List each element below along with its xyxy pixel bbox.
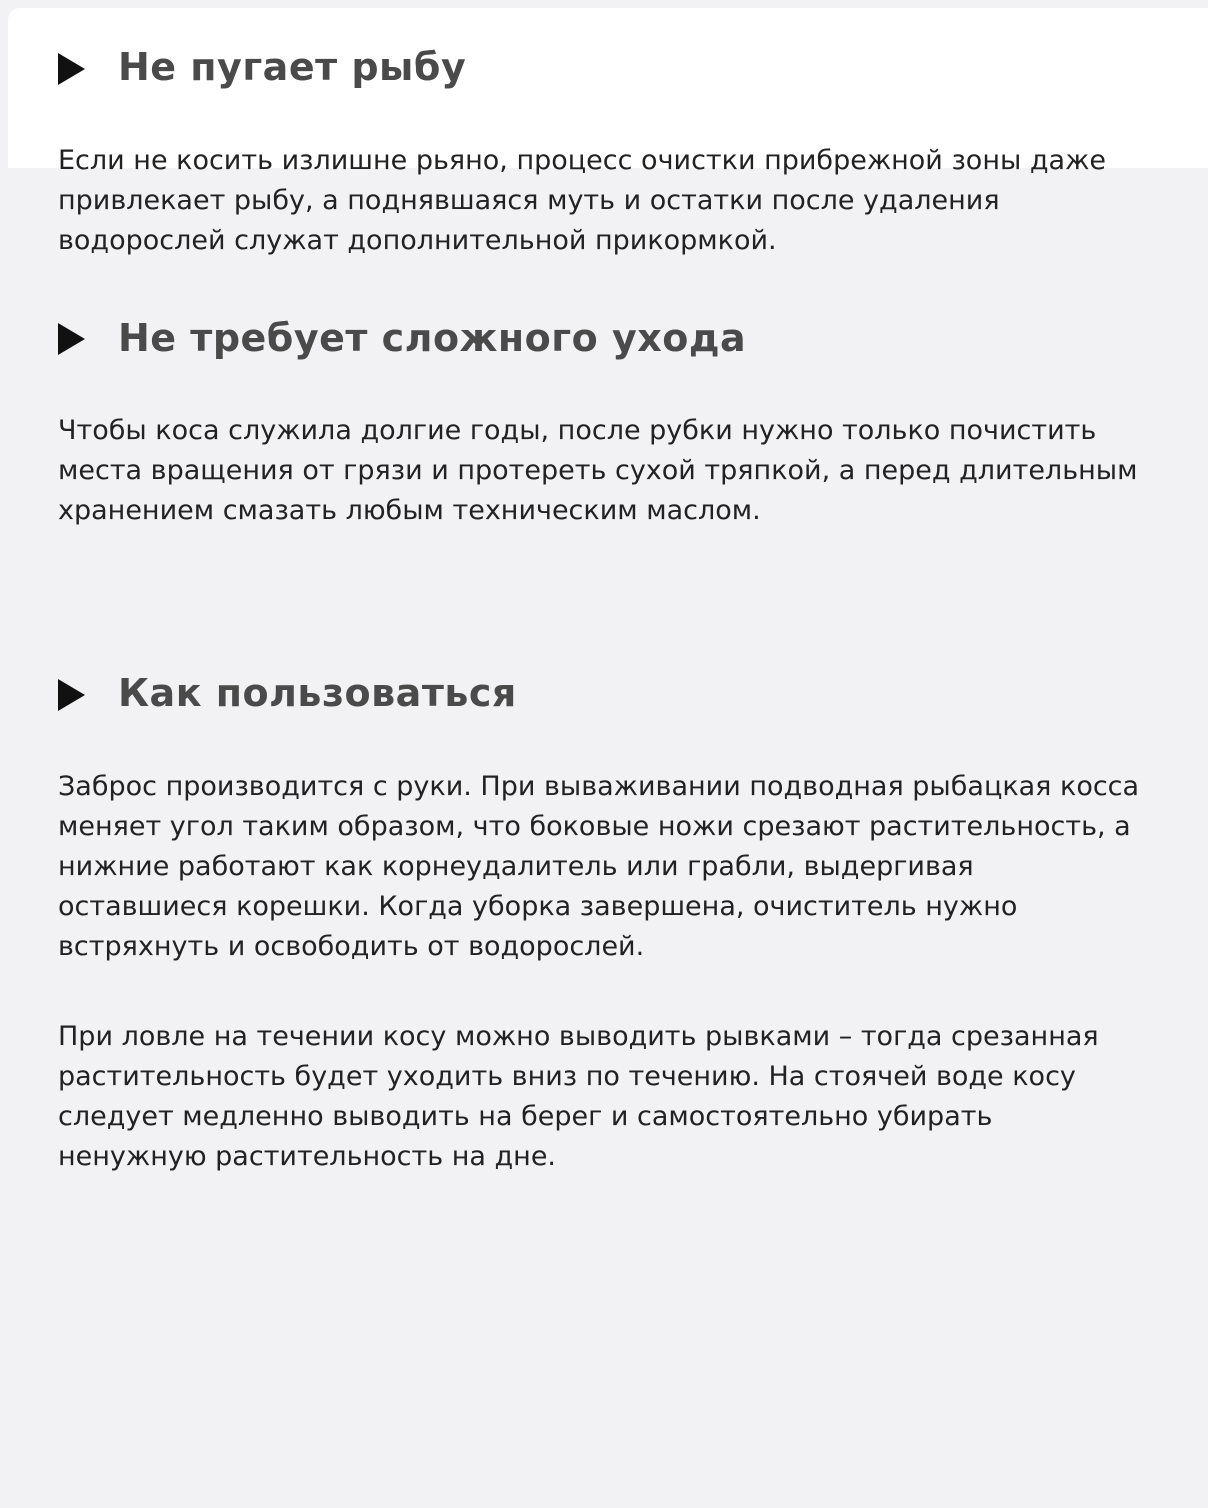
section-heading-text: Как пользоваться (118, 671, 517, 716)
section-paragraph: Заброс производится с руки. При вываживании подводная рыбацкая косса меняет угол таким образом, что боковые ножи срезают растительность, а нижние работают как корнеудалитель или грабли, выдергивая оставшиеся корешки. Когда уборка завершена, очиститель нужно встряхнуть и освободить от водорослей. (58, 770, 1140, 962)
triangle-bullet-icon (58, 53, 85, 85)
section-paragraph: Если не косить излишне рьяно, процесс очистки прибрежной зоны даже привлекает рыбу, а поднявшаяся муть и остатки после удаления водорослей служат дополнительной прикормкой. (58, 144, 1107, 256)
section-paragraph: При ловле на течении косу можно выводить рывками – тогда срезанная растительность будет уходить вниз по течению. На стоячей воде косу следует медленно выводить на берег и самостоятельно убирать ненужную растительность на дне. (58, 1020, 1099, 1172)
section-heading (58, 45, 1146, 91)
section-heading (58, 316, 1146, 362)
triangle-bullet-icon (58, 679, 85, 711)
section-heading-text: Не пугает рыбу (118, 45, 467, 89)
triangle-bullet-icon (58, 323, 85, 355)
section-not-scaring-fish (58, 45, 1146, 261)
section-low-maintenance (58, 316, 1146, 532)
section-paragraph: Чтобы коса служила долгие годы, после рубки нужно только почистить места вращения от грязи и протереть сухой тряпкой, а перед длительным хранением смазать любым техническим маслом. (58, 415, 1138, 527)
section-heading (58, 671, 1146, 717)
section-how-to-use (58, 671, 1146, 1177)
section-heading-text: Не требует сложного ухода (118, 315, 747, 360)
